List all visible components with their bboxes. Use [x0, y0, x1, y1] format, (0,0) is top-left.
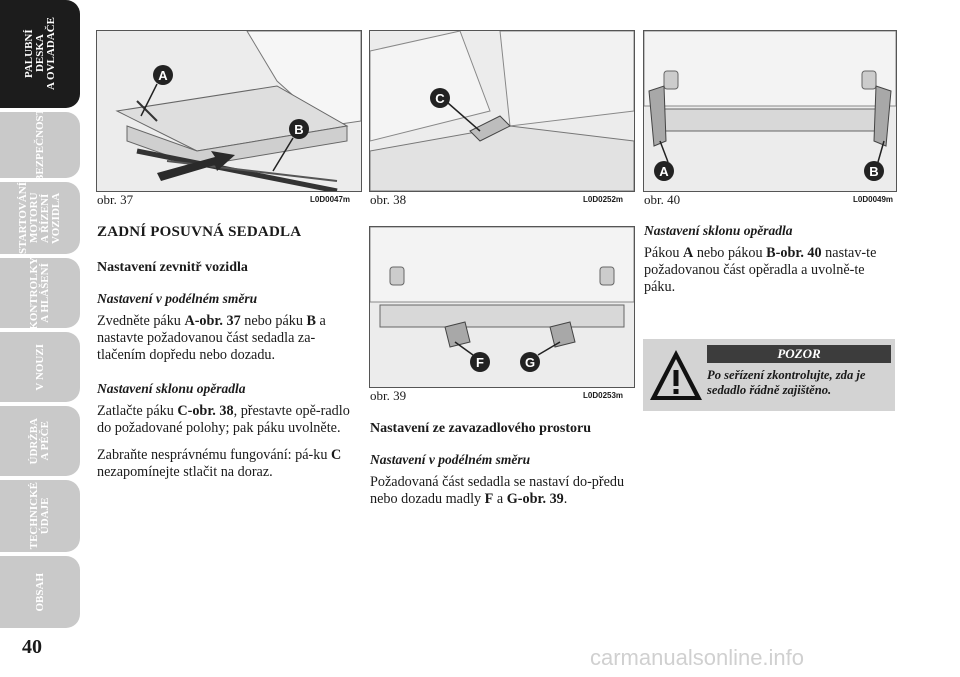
figure-40-caption: obr. 40 — [644, 192, 681, 207]
section-heading: ZADNÍ POSUVNÁ SEDADLA — [97, 224, 302, 240]
svg-text:F: F — [476, 355, 484, 370]
figure-37 — [96, 30, 362, 192]
column-1-text — [97, 224, 351, 491]
svg-text:A: A — [158, 68, 168, 83]
backrest-recline-illustration — [370, 31, 634, 191]
figure-39 — [369, 226, 635, 388]
warning-triangle-icon — [647, 346, 705, 404]
warning-text: Po seřízení zkontrolujte, zda je sedadlo řádně zajištěno. — [707, 368, 866, 397]
subheading-trunk: Nastavení ze zavazadlového prostoru — [370, 421, 591, 436]
sec-trunk-title: Nastavení v podélném směru — [370, 452, 531, 467]
tab-technicke-udaje[interactable]: TECHNICKÉ ÚDAJE — [0, 480, 80, 552]
sec-recline-note: Zabraňte nesprávnému fungování: pá-ku C nezapomínejte stlačit na doraz. — [97, 447, 342, 480]
column-3-text — [644, 222, 896, 306]
sec-recline-title: Nastavení sklonu opěradla — [97, 381, 246, 396]
tab-udrzba[interactable]: ÚDRŽBA A PÉČE — [0, 406, 80, 476]
tab-bezpecnost[interactable]: BEZPEČNOST — [0, 112, 80, 178]
warning-title: POZOR — [707, 345, 891, 363]
tab-kontrolky[interactable]: KONTROLKY A HLÁŠENÍ — [0, 258, 80, 328]
trunk-slide-illustration — [370, 227, 634, 387]
svg-text:A: A — [659, 164, 669, 179]
watermark: carmanualsonline.info — [590, 645, 805, 670]
tab-palubni-deska[interactable]: PALUBNÍ DESKA A OVLADAČE — [0, 0, 80, 108]
rear-seat-slide-illustration — [97, 31, 361, 191]
figure-37-code: L0D0047m — [310, 195, 351, 204]
svg-text:C: C — [435, 91, 445, 106]
figure-38 — [369, 30, 635, 192]
sec-longitudinal-title: Nastavení v podélném směru — [97, 291, 258, 306]
tab-obsah[interactable]: OBSAH — [0, 556, 80, 628]
svg-text:G: G — [524, 355, 536, 370]
svg-text:B: B — [294, 122, 304, 137]
sec-longitudinal-text: Zvedněte páku A-obr. 37 nebo páku B a nastavte požadovanou část sedadla za-tlačením dopředu nebo dozadu. — [97, 313, 326, 363]
sec-trunk-recline-text: Pákou A nebo pákou B-obr. 40 nastav-te požadovanou část opěradla a uvolně-te páku. — [644, 245, 877, 295]
figure-38-code: L0D0252m — [583, 195, 624, 204]
svg-text:B: B — [869, 164, 879, 179]
chapter-sidebar — [0, 0, 82, 640]
figure-39-caption: obr. 39 — [370, 388, 407, 403]
figure-39-code: L0D0253m — [583, 391, 624, 400]
sec-trunk-recline-title: Nastavení sklonu opěradla — [644, 223, 793, 238]
figure-40-code: L0D0049m — [853, 195, 894, 204]
sec-recline-text: Zatlačte páku C-obr. 38, přestavte opě-radlo do požadované polohy; pak páku uvolněte. — [97, 403, 350, 436]
figure-37-caption: obr. 37 — [97, 192, 134, 207]
tab-v-nouzi[interactable]: V NOUZI — [0, 332, 80, 402]
warning-box — [643, 339, 895, 411]
subheading-inside: Nastavení zevnitř vozidla — [97, 260, 248, 275]
column-2-text — [370, 420, 626, 518]
trunk-recline-illustration — [644, 31, 896, 191]
figure-38-caption: obr. 38 — [370, 192, 407, 207]
page-number: 40 — [22, 636, 42, 658]
tab-startovani[interactable]: STARTOVÁNÍ MOTORU A ŘÍZENÍ VOZIDLA — [0, 182, 80, 254]
figure-40 — [643, 30, 897, 192]
sec-trunk-text: Požadovaná část sedadla se nastaví do-předu nebo dozadu madly F a G-obr. 39. — [370, 474, 625, 507]
